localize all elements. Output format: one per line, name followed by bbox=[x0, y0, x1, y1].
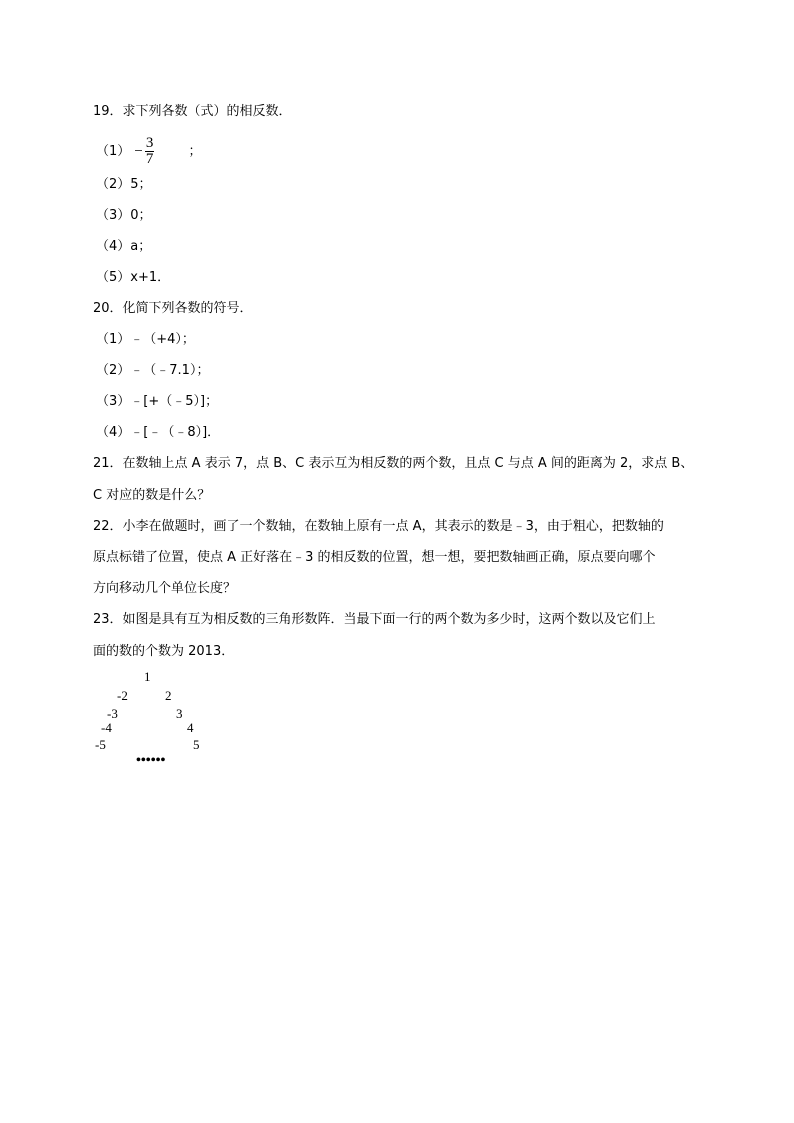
q20-item-1: （1）﹣（+4）； bbox=[96, 332, 195, 347]
q20-title: 20．化简下列各数的符号． bbox=[93, 301, 253, 316]
q19-item-5: （5）x+1． bbox=[96, 270, 171, 285]
q23-line-1: 23．如图是具有互为相反数的三角形数阵．当最下面一行的两个数为多少时，这两个数以及它们上 bbox=[93, 612, 656, 627]
q22-line-2: 原点标错了位置，使点 A 正好落在﹣3 的相反数的位置，想一想，要把数轴画正确，原点要向哪个 bbox=[93, 550, 656, 565]
q23-line-2: 面的数的个数为 2013． bbox=[93, 644, 235, 659]
triangle-right-3: 4 bbox=[187, 720, 194, 735]
q19-fraction bbox=[145, 136, 155, 167]
triangle-left-4: -5 bbox=[95, 737, 106, 752]
q19-item-1-suffix: ； bbox=[188, 144, 202, 159]
triangle-right-2: 3 bbox=[176, 706, 183, 721]
q21-line-1: 21．在数轴上点 A 表示 7，点 B、C 表示互为相反数的两个数，且点 C 与点 A 间的距离为 2，求点 B、 bbox=[93, 456, 694, 471]
triangle-left-1: -2 bbox=[117, 688, 128, 703]
q19-item-4: （4）a； bbox=[96, 239, 152, 254]
q19-title: 19．求下列各数（式）的相反数． bbox=[93, 104, 292, 119]
q19-item-3: （3）0； bbox=[96, 208, 152, 223]
triangle-ellipsis: •••••• bbox=[136, 753, 166, 768]
q19-fraction-denominator: 7 bbox=[145, 151, 154, 167]
triangle-left-3: -4 bbox=[101, 720, 112, 735]
triangle-right-1: 2 bbox=[165, 688, 172, 703]
q22-line-3: 方向移动几个单位长度？ bbox=[93, 581, 237, 596]
triangle-left-2: -3 bbox=[107, 706, 118, 721]
q20-item-2: （2）﹣（﹣7.1）； bbox=[96, 363, 210, 378]
q19-item-1-prefix: （1） bbox=[96, 144, 131, 159]
q20-item-3: （3）﹣[+（﹣5）]； bbox=[96, 394, 219, 409]
q19-item-2: （2）5； bbox=[96, 177, 152, 192]
q22-line-1: 22．小李在做题时，画了一个数轴，在数轴上原有一点 A，其表示的数是﹣3，由于粗心，把数轴的 bbox=[93, 519, 664, 534]
q21-line-2: C 对应的数是什么？ bbox=[93, 488, 211, 503]
triangle-top: 1 bbox=[144, 669, 151, 684]
q19-fraction-numerator: 3 bbox=[145, 135, 154, 151]
q19-item-1-minus: − bbox=[134, 143, 143, 160]
triangle-right-4: 5 bbox=[193, 737, 200, 752]
q19-item-1 bbox=[96, 136, 202, 166]
q20-item-4: （4）﹣[﹣（﹣8）]． bbox=[96, 425, 221, 440]
